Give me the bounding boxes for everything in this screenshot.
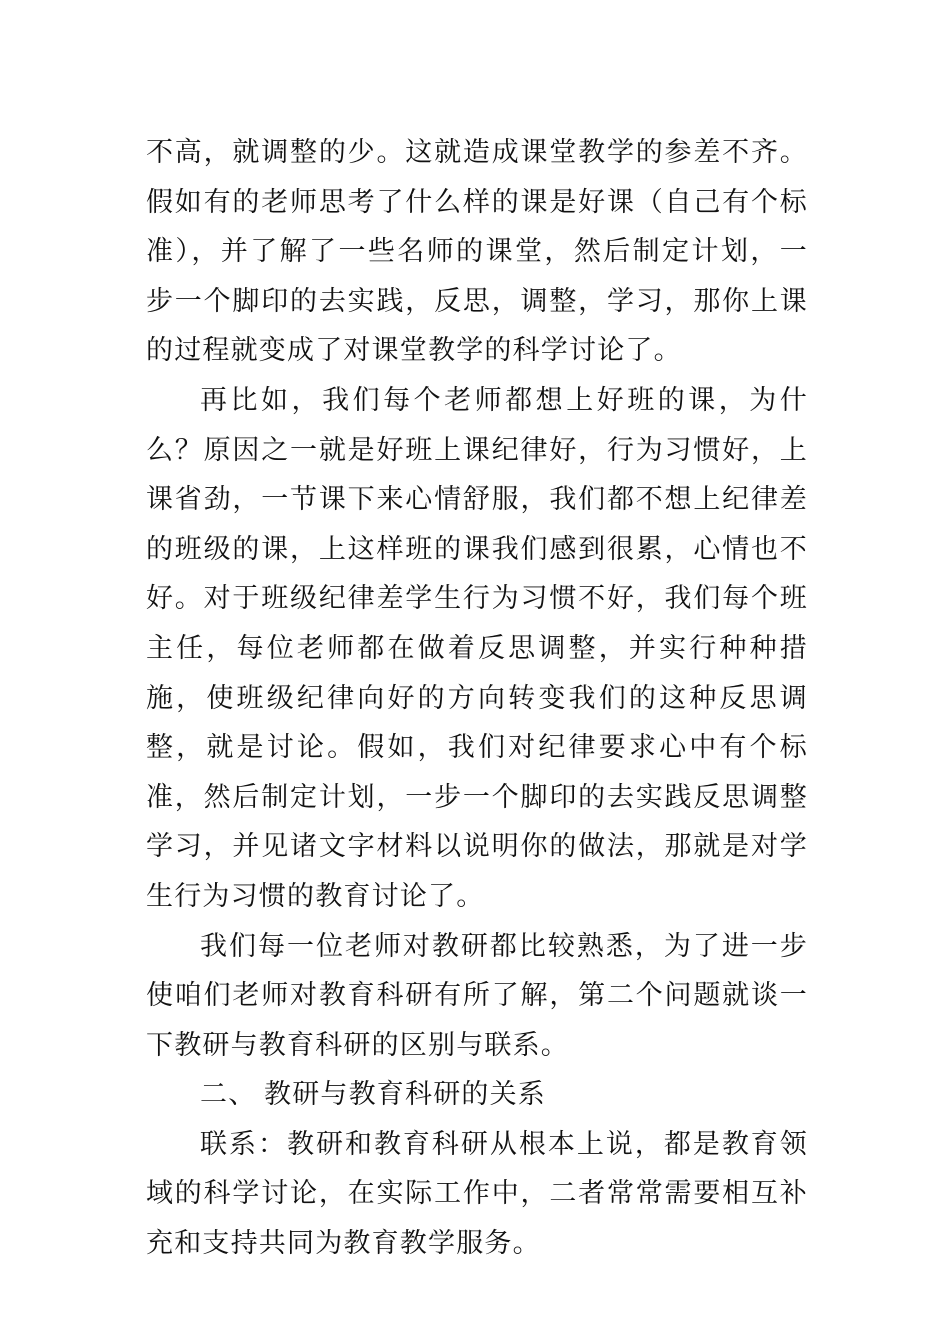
paragraph-continuation: 不高，就调整的少。这就造成课堂教学的参差不齐。假如有的老师思考了什么样的课是好课（自己有个标准），并了解了一些名师的课堂，然后制定计划，一步一个脚印的去实践，反思，调整，学习，那你上课的过程就变成了对课堂教学的科学讨论了。 (146, 137, 808, 367)
paragraph-transition: 我们每一位老师对教研都比较熟悉，为了进一步使咱们老师对教育科研有所了解，第二个问题就谈一下教研与教育科研的区别与联系。 (146, 930, 808, 1061)
section-number: 二、 (200, 1079, 257, 1111)
paragraph-relationship: 联系：教研和教育科研从根本上说，都是教育领域的科学讨论，在实际工作中，二者常常需要相互补充和支持共同为教育教学服务。 (146, 1128, 808, 1260)
paragraph-example-class-discipline: 再比如，我们每个老师都想上好班的课，为什么？原因之一就是好班上课纪律好，行为习惯好，上课省劲，一节课下来心情舒服，我们都不想上纪律差的班级的课，上这样班的课我们感到很累，心情也不好。对于班级纪律差学生行为习惯不好，我们每个班主任，每位老师都在做着反思调整，并实行种种措施，使班级纪律向好的方向转变我们的这种反思调整，就是讨论。假如，我们对纪律要求心中有个标准，然后制定计划，一步一个脚印的去实践反思调整学习，并见诸文字材料以说明你的做法，那就是对学生行为习惯的教育讨论了。 (146, 384, 808, 912)
section-title: 教研与教育科研的关系 (264, 1079, 546, 1111)
section-heading (146, 1070, 808, 1120)
body-text (146, 128, 808, 1269)
